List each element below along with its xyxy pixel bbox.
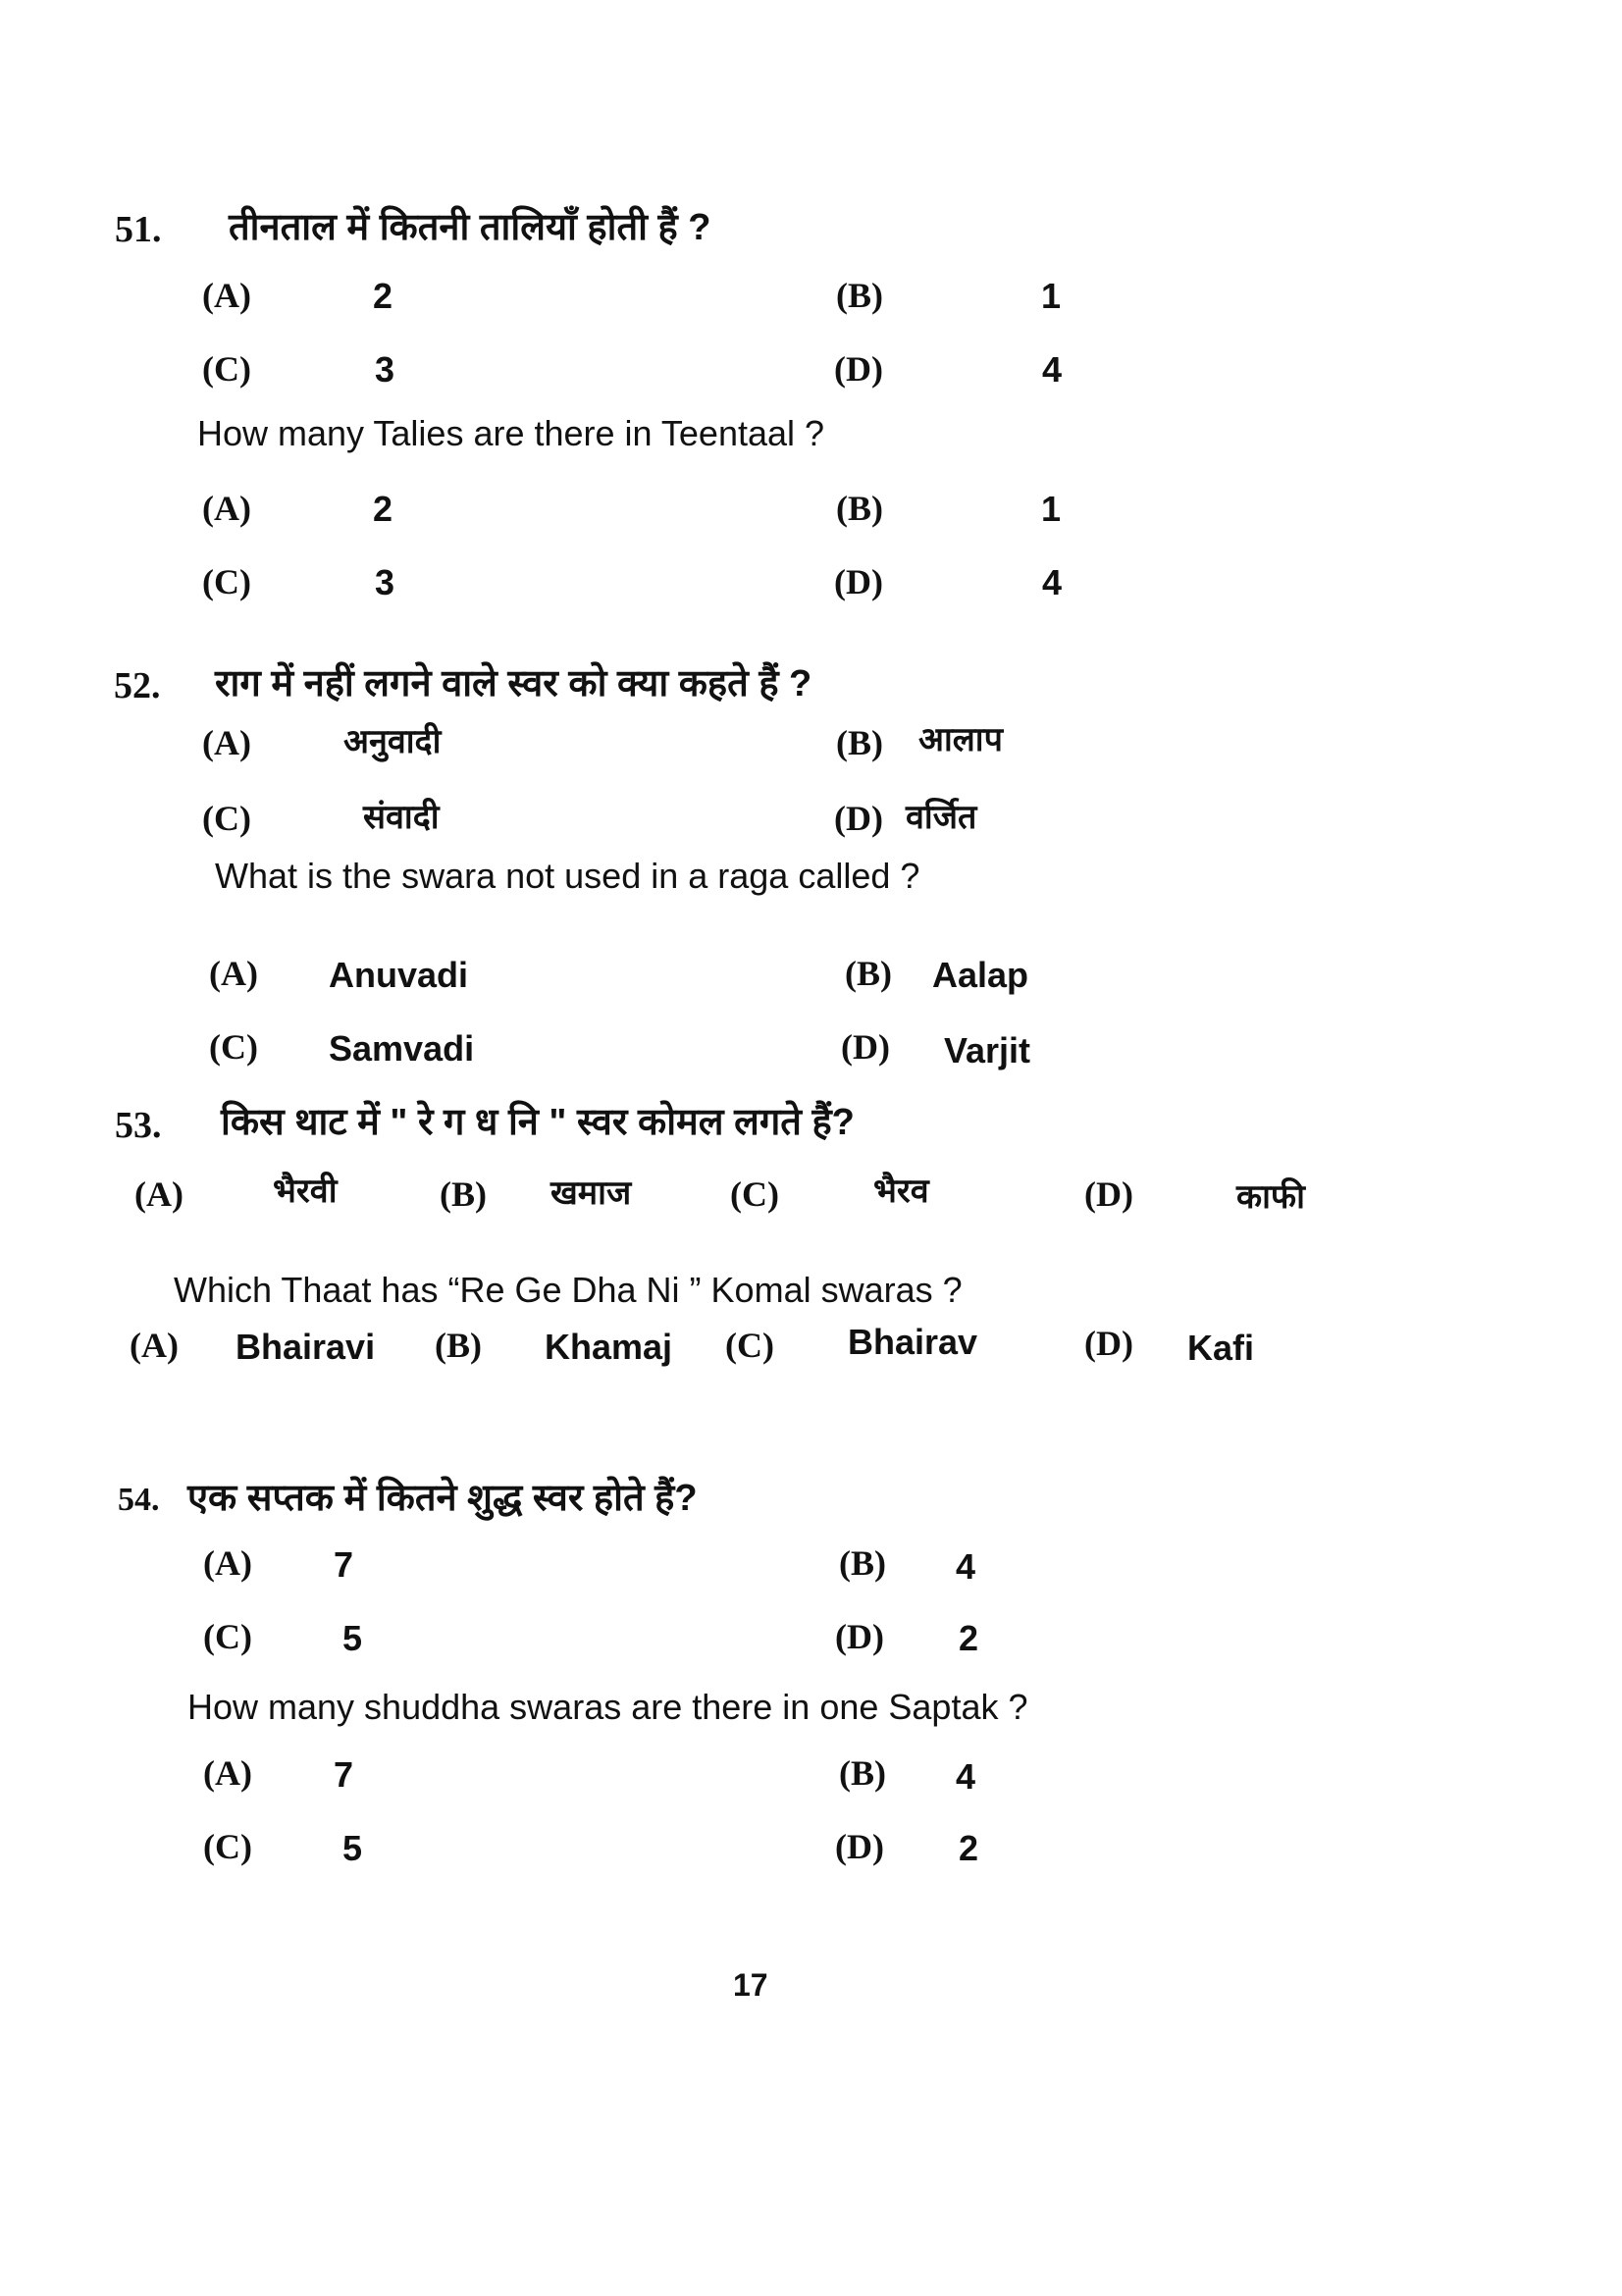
option-c: 3 [375,562,395,602]
page-number: 17 [733,1967,768,2003]
option-label-c: (C) [202,349,251,389]
option-d: 2 [959,1828,979,1868]
option-label-c: (C) [203,1617,252,1656]
option-label-d: (D) [841,1027,890,1067]
option-label-c: (C) [725,1326,774,1365]
question-text-hindi: तीनताल में कितनी तालियाँ होती हैं ? [229,207,711,248]
option-c: Samvadi [329,1028,475,1069]
question-number: 54. [118,1482,160,1518]
option-d: Varjit [944,1030,1031,1070]
question-text-hindi: किस थाट में " रे ग ध नि " स्वर कोमल लगते हैं? [221,1102,855,1143]
option-label-d: (D) [834,562,883,601]
option-c: संवादी [363,799,440,836]
option-label-a: (A) [202,723,251,762]
option-label-a: (A) [202,276,251,315]
option-label-d: (D) [835,1617,884,1656]
option-b: 1 [1041,276,1062,316]
option-a: Bhairavi [235,1327,376,1367]
question-number: 51. [115,209,162,250]
option-d: 4 [1042,349,1063,390]
option-a: 2 [373,276,393,316]
option-label-a: (A) [134,1174,183,1214]
option-label-a: (A) [130,1326,179,1365]
option-a: अनुवादी [343,723,442,760]
option-label-c: (C) [209,1027,258,1067]
option-b: आलाप [918,721,1003,758]
option-label-d: (D) [834,349,883,389]
question-text-english: How many Talies are there in Teentaal ? [197,413,825,453]
option-c: 5 [342,1828,363,1868]
option-label-d: (D) [835,1827,884,1866]
option-label-b: (B) [836,489,883,528]
option-d: काफी [1236,1178,1305,1216]
question-text-english: Which Thaat has “Re Ge Dha Ni ” Komal swaras ? [174,1270,963,1310]
question-text-hindi: एक सप्तक में कितने शुद्ध स्वर होते हैं? [187,1478,698,1519]
question-text-english: How many shuddha swaras are there in one Saptak ? [187,1687,1028,1727]
option-d: Kafi [1187,1328,1255,1368]
option-a: 2 [373,489,393,529]
option-label-c: (C) [202,562,251,601]
option-label-a: (A) [209,954,258,993]
option-b: 1 [1041,489,1062,529]
option-label-b: (B) [845,954,892,993]
question-number: 53. [115,1105,162,1146]
option-label-a: (A) [203,1753,252,1793]
option-label-d: (D) [1084,1174,1133,1214]
question-number: 52. [114,665,161,706]
question-text-english: What is the swara not used in a raga called ? [215,856,920,896]
option-b: Khamaj [545,1327,673,1367]
option-label-d: (D) [834,799,883,838]
question-text-hindi: राग में नहीं लगने वाले स्वर को क्या कहते हैं ? [215,663,812,704]
option-b: Aalap [932,955,1029,995]
option-b: खमाज [550,1174,632,1212]
option-c: भैरव [873,1173,929,1210]
option-c: 5 [342,1618,363,1658]
option-label-b: (B) [435,1326,482,1365]
option-label-a: (A) [203,1543,252,1583]
option-label-b: (B) [839,1753,886,1793]
option-label-b: (B) [836,723,883,762]
option-a: भैरवी [273,1173,338,1210]
option-label-b: (B) [836,276,883,315]
option-b: 4 [956,1546,976,1587]
option-label-c: (C) [730,1174,779,1214]
option-d: वर्जित [906,799,977,836]
option-label-a: (A) [202,489,251,528]
option-label-c: (C) [202,799,251,838]
option-d: 2 [959,1618,979,1658]
option-c: Bhairav [848,1322,978,1362]
option-label-c: (C) [203,1827,252,1866]
option-c: 3 [375,349,395,390]
option-label-d: (D) [1084,1324,1133,1363]
option-b: 4 [956,1756,976,1797]
option-a: 7 [334,1754,354,1795]
option-label-b: (B) [440,1174,487,1214]
option-d: 4 [1042,562,1063,602]
option-a: Anuvadi [329,955,469,995]
option-a: 7 [334,1544,354,1585]
option-label-b: (B) [839,1543,886,1583]
